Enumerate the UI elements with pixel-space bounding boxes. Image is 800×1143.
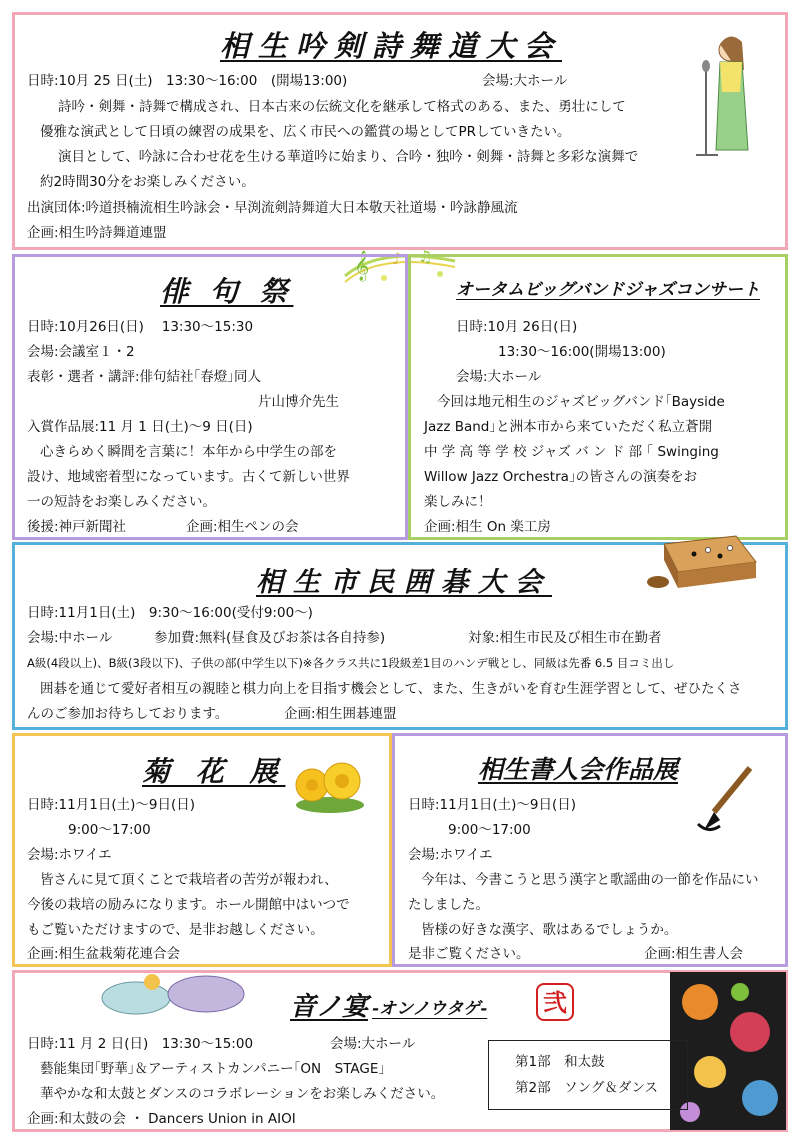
igo-desc: 囲碁を通じて愛好者相互の親睦と棋力向上を目指す機会として、また、生きがいを育む生涯学習として、ぜひたくさ	[40, 681, 742, 697]
shojin-organizer: 企画:相生書人会	[644, 946, 744, 962]
shojin-desc-line: たしました。	[408, 897, 489, 913]
igo-desc: んのご参加お待ちしております。	[27, 706, 229, 722]
jazz-desc-line: 楽しみに！	[424, 494, 492, 510]
haiku-venue: 会場:会議室１・2	[27, 344, 135, 360]
ginken-title: 相生吟剣詩舞道大会	[220, 29, 563, 63]
oto-program-item: 第2部 ソング＆ダンス	[515, 1080, 659, 1096]
oto-subtitle: -オンノウタゲ-	[372, 999, 488, 1019]
ginken-desc-line: 詩吟・剣舞・詩舞で構成され、日本古来の伝統文化を継承して格式のある、また、勇壮にして	[58, 99, 626, 115]
kiku-datetime: 日時:11月1日(土)～9日(日)	[27, 797, 195, 813]
haiku-organizer: 企画:相生ペンの会	[186, 519, 299, 535]
haiku-exhibit: 入賞作品展:11 月 1 日(土)～9 日(日)	[27, 419, 253, 435]
kiku-desc-line: 皆さんに見て頂くことで栽培者の苦労が報われ、	[40, 872, 338, 888]
igo-target: 対象:相生市民及び相生市在勤者	[468, 630, 662, 646]
ginken-desc-line: 優雅な演武として日頃の練習の成果を、広く市民への鑑賞の場としてPRしていきたい。	[40, 124, 571, 140]
poetry-reciter-illustration	[688, 30, 758, 160]
shojin-venue: 会場:ホワイエ	[408, 847, 493, 863]
svg-text:♪: ♪	[392, 249, 403, 268]
cloud-dragon-illustration	[96, 968, 256, 1020]
haiku-desc-line: 心きらめく瞬間を言葉に！本年から中学生の部を	[40, 444, 337, 460]
haiku-desc-line: 設け、地域密着型になっています。古くて新しい世界	[27, 469, 350, 485]
haiku-lecturer: 片山博介先生	[258, 394, 339, 410]
oto-datetime: 日時:11 月 2 日(日) 13:30～15:00	[27, 1036, 254, 1052]
jazz-desc-line: Jazz Band｣と洲本市から来ていただく私立蒼開	[424, 419, 713, 435]
shojin-desc-line: 今年は、今書こうと思う漢字と歌謡曲の一節を作品にい	[421, 872, 759, 888]
oto-title: 音ノ宴	[290, 992, 369, 1022]
jazz-venue: 会場:大ホール	[456, 369, 542, 385]
haiku-honors: 表彰・選者・講評:俳句結社｢春燈｣同人	[27, 369, 262, 385]
oto-program-box	[488, 1040, 688, 1110]
oto-venue: 会場:大ホール	[330, 1036, 416, 1052]
kiku-organizer: 企画:相生盆栽菊花連合会	[27, 946, 181, 962]
igo-organizer: 企画:相生囲碁連盟	[284, 706, 397, 722]
oto-seal: 弐	[536, 983, 574, 1021]
jazz-desc-line: Willow Jazz Orchestra｣の皆さんの演奏をお	[424, 469, 698, 485]
igo-fee: 参加費:無料(昼食及びお茶は各自持参)	[154, 630, 386, 646]
shojin-closing: 是非ご覧ください。	[408, 946, 530, 962]
ginken-datetime: 日時:10月 25 日(土) 13:30～16:00 (開場13:00)	[27, 73, 348, 89]
jazz-title: オータムビッグバンドジャズコンサート	[456, 280, 760, 300]
ginken-organizer: 企画:相生吟詩舞道連盟	[27, 225, 167, 241]
kiku-venue: 会場:ホワイエ	[27, 847, 112, 863]
jazz-datetime: 日時:10月 26日(日)	[456, 319, 578, 335]
shojin-title: 相生書人会作品展	[478, 755, 679, 784]
calligraphy-brush-icon	[690, 764, 760, 836]
go-board-illustration	[644, 522, 768, 592]
jazz-organizer: 企画:相生 On 楽工房	[424, 519, 551, 535]
ginken-performers: 出演団体:吟道摂楠流相生吟詠会・早渕流剣詩舞道大日本敬天社道場・吟詠静風流	[27, 200, 518, 216]
kiku-desc-line: もご覧いただけますので、是非お越しください。	[27, 922, 324, 938]
jazz-desc-line: 中 学 高 等 学 校 ジャズ バ ン ド 部 ｢ Swinging	[424, 444, 719, 460]
haiku-datetime: 日時:10月26日(日) 13:30～15:30	[27, 319, 254, 335]
chrysanthemum-illustration	[290, 755, 370, 815]
oto-desc: 藝能集団｢野華｣＆アーティストカンパニー｢ON STAGE｣	[40, 1061, 386, 1077]
igo-datetime: 日時:11月1日(土) 9:30～16:00(受付9:00～)	[27, 605, 313, 621]
svg-text:♫: ♫	[418, 247, 433, 266]
jazz-time: 13:30～16:00(開場13:00)	[498, 344, 666, 360]
igo-classes: A級(4段以上)、B級(3段以下)、子供の部(中学生以下)※各クラス共に1段級差1目のハンデ戦とし、同級は先番 6.5 目コミ出し	[27, 656, 675, 670]
kiku-time: 9:00～17:00	[68, 822, 151, 838]
ginken-venue: 会場:大ホール	[482, 73, 568, 89]
kiku-title: 菊 花 展	[142, 755, 286, 788]
ginken-desc-line: 約2時間30分をお楽しみください。	[40, 174, 255, 190]
igo-title: 相生市民囲碁大会	[256, 567, 552, 598]
haiku-desc-line: 一の短詩をお楽しみください。	[27, 494, 216, 510]
haiku-title: 俳 句 祭	[160, 275, 294, 308]
jazz-desc-line: 今回は地元相生のジャズビッグバンド｢Bayside	[437, 394, 725, 410]
kiku-desc-line: 今後の栽培の励みになります。ホール開館中はいつで	[27, 897, 350, 913]
shojin-desc-line: 皆様の好きな漢字、歌はあるでしょうか。	[421, 922, 678, 938]
oto-program-item: 第1部 和太鼓	[515, 1054, 605, 1070]
shojin-time: 9:00～17:00	[448, 822, 531, 838]
oto-organizer: 企画:和太鼓の会 ・ Dancers Union in AIOI	[27, 1111, 296, 1127]
haiku-sponsor: 後援:神戸新聞社	[27, 519, 127, 535]
oto-desc: 華やかな和太鼓とダンスのコラボレーションをお楽しみください。	[40, 1086, 445, 1102]
shojin-datetime: 日時:11月1日(土)～9日(日)	[408, 797, 576, 813]
svg-text:𝄞: 𝄞	[354, 251, 370, 281]
igo-venue: 会場:中ホール	[27, 630, 113, 646]
ginken-desc-line: 演目として、吟詠に合わせ花を生ける華道吟に始まり、合吟・独吟・剣舞・詩舞と多彩な演舞で	[58, 149, 639, 165]
